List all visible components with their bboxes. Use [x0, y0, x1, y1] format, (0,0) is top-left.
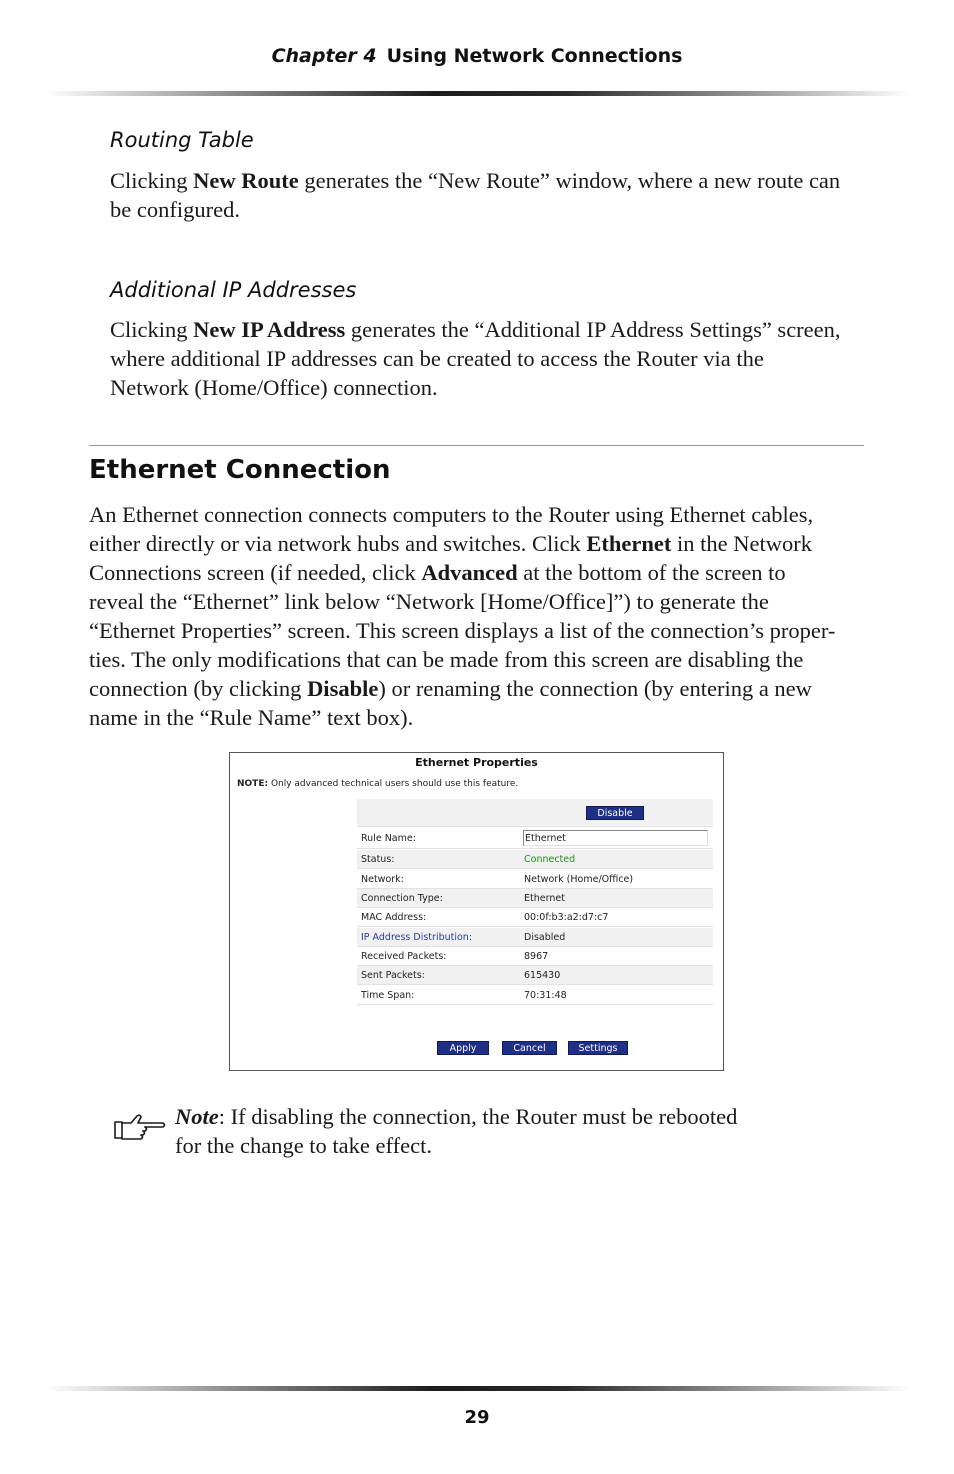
- routing-table-heading: Routing Table: [110, 128, 254, 152]
- ethernet-properties-screenshot: [229, 752, 724, 1071]
- note-paragraph: Note: If disabling the connection, the Router must be rebooted for the change to take effect.: [175, 1104, 738, 1158]
- page-number: 29: [464, 1407, 490, 1428]
- page-header: [0, 45, 954, 67]
- rule-name-label: Rule Name:: [361, 833, 416, 844]
- additional-ip-paragraph: Clicking New IP Address generates the “Additional IP Address Settings” screen, where additional IP addresses can be created to access the Router via the Network (Home/Office) connection.: [110, 317, 841, 400]
- footer-divider: [45, 1386, 910, 1391]
- table-row: Network: Network (Home/Office): [357, 870, 713, 889]
- screen-title: Ethernet Properties: [415, 756, 538, 769]
- rule-name-input[interactable]: [523, 830, 708, 846]
- additional-ip-heading: Additional IP Addresses: [110, 278, 357, 302]
- table-row: Status: Connected: [357, 850, 713, 869]
- table-row: Received Packets: 8967: [357, 947, 713, 966]
- table-row: Time Span: 70:31:48: [357, 986, 713, 1005]
- table-row: [357, 828, 713, 849]
- new-route-term: New Route: [193, 168, 299, 193]
- ethernet-connection-heading: Ethernet Connection: [89, 455, 391, 485]
- ip-address-distribution-link[interactable]: IP Address Distribution:: [361, 932, 473, 943]
- table-row: Connection Type: Ethernet: [357, 889, 713, 908]
- new-ip-address-term: New IP Address: [193, 317, 346, 342]
- table-row: Sent Packets: 615430: [357, 966, 713, 985]
- cancel-button[interactable]: Cancel: [502, 1041, 557, 1055]
- pointing-hand-icon: [113, 1111, 167, 1143]
- settings-button[interactable]: Settings: [568, 1041, 628, 1055]
- chapter-label: Chapter 4: [271, 45, 377, 67]
- disable-button[interactable]: Disable: [586, 806, 644, 820]
- chapter-title: Using Network Connections: [386, 45, 683, 67]
- routing-table-paragraph: Clicking New Route generates the “New Route” window, where a new route can be configured.: [110, 168, 841, 222]
- ethernet-paragraph: An Ethernet connection connects computers to the Router using Ethernet cables, either directly or via network hubs and switches. Click Ethernet in the Network Connections screen (if needed, click Advanced at the bottom of the screen to reveal the “Ethernet” link below “Network [Home/Office]”) to generate the “Ethernet Properties” screen. This screen displays a list of the connection’s proper- ties. The only modifications that can be made from this screen are disabling the connection (by clicking Disable) or renaming the connection (by entering a new name in the “Rule Name” text box).: [89, 502, 836, 730]
- section-rule: [89, 445, 864, 446]
- apply-button[interactable]: Apply: [437, 1041, 489, 1055]
- header-divider: [45, 91, 910, 96]
- status-value: Connected: [524, 854, 576, 865]
- screen-note: NOTE: Only advanced technical users should use this feature.: [237, 779, 519, 789]
- table-row: IP Address Distribution: Disabled: [357, 928, 713, 947]
- table-row: MAC Address: 00:0f:b3:a2:d7:c7: [357, 908, 713, 927]
- note-label: Note: [175, 1104, 219, 1129]
